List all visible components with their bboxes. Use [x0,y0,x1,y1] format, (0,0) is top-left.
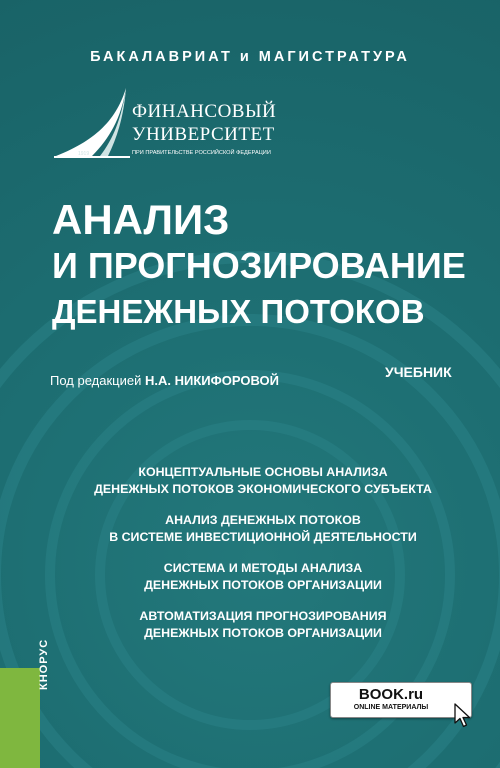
editor-prefix: Под редакцией [50,373,142,388]
logo-line-1: ФИНАНСОВЫЙ [132,101,277,122]
book-title [52,197,482,335]
section-item [0,608,500,642]
section-line-1: КОНЦЕПТУАЛЬНЫЕ ОСНОВЫ АНАЛИЗА [138,465,388,479]
cursor-arrow-icon [453,703,471,729]
section-line-2: ДЕНЕЖНЫХ ПОТОКОВ ОРГАНИЗАЦИИ [144,626,382,640]
logo-line-3: ПРИ ПРАВИТЕЛЬСТВЕ РОССИЙСКОЙ ФЕДЕРАЦИИ [132,150,271,156]
badge-name: BOOK.ru [358,686,424,703]
section-line-1: АНАЛИЗ ДЕНЕЖНЫХ ПОТОКОВ [165,513,361,527]
book-kind: УЧЕБНИК [385,364,452,380]
section-line-1: СИСТЕМА И МЕТОДЫ АНАЛИЗА [163,561,363,575]
spine-accent-band [0,668,40,768]
logo-line-2: УНИВЕРСИТЕТ [132,124,275,145]
section-line-2: ДЕНЕЖНЫХ ПОТОКОВ ОРГАНИЗАЦИИ [144,578,382,592]
series-title: БАКАЛАВРИАТ и МАГИСТРАТУРА [90,49,410,65]
editor-name: Н.А. НИКИФОРОВОЙ [145,373,279,388]
editor-credit [50,373,279,388]
badge-subtitle: ONLINE МАТЕРИАЛЫ [353,704,429,711]
section-item [0,512,500,546]
university-logo [52,86,302,162]
title-line-1: АНАЛИЗ [52,196,230,243]
section-list [0,464,500,656]
section-item [0,560,500,594]
title-line-2: И ПРОГНОЗИРОВАНИЕ [52,245,466,286]
section-line-2: В СИСТЕМЕ ИНВЕСТИЦИОННОЙ ДЕЯТЕЛЬНОСТИ [109,530,417,544]
section-item [0,464,500,498]
publisher-name: КНОРУС [38,638,50,690]
university-emblem-icon [52,86,132,162]
section-line-1: АВТОМАТИЗАЦИЯ ПРОГНОЗИРОВАНИЯ [139,609,387,623]
logo-year: 1919 [78,151,90,157]
bookru-badge[interactable] [330,682,472,718]
title-line-3: ДЕНЕЖНЫХ ПОТОКОВ [52,293,425,330]
section-line-2: ДЕНЕЖНЫХ ПОТОКОВ ЭКОНОМИЧЕСКОГО СУБЪЕКТА [94,482,432,496]
